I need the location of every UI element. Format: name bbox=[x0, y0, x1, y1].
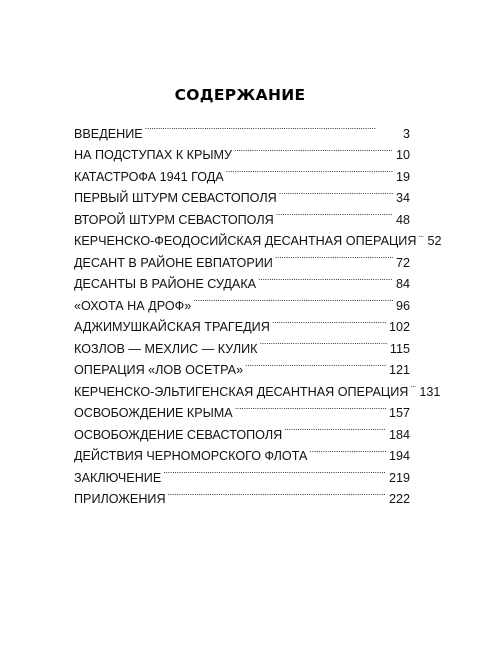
toc-entry-title: ДЕСАНТ В РАЙОНЕ ЕВПАТОРИИ bbox=[74, 255, 273, 270]
dot-leader bbox=[258, 267, 393, 289]
dot-leader bbox=[418, 224, 424, 246]
toc-entry-title: НА ПОДСТУПАХ К КРЫМУ bbox=[74, 148, 233, 162]
toc-entry-title: ОПЕРАЦИЯ «ЛОВ ОСЕТРА» bbox=[74, 363, 244, 377]
toc-entry-page-number: 10 bbox=[395, 148, 410, 162]
toc-entry-title: КЕРЧЕНСКО-ЭЛЬТИГЕНСКАЯ ДЕСАНТНАЯ ОПЕРАЦИЯ bbox=[74, 384, 409, 399]
toc-entry-title: ОСВОБОЖДЕНИЕ СЕВАСТОПОЛЯ bbox=[74, 427, 283, 442]
dot-leader bbox=[193, 288, 393, 310]
toc-entry-title: ВТОРОЙ ШТУРМ СЕВАСТОПОЛЯ bbox=[74, 212, 274, 227]
dot-leader bbox=[275, 245, 393, 267]
toc-entry-page-number: 157 bbox=[388, 406, 410, 420]
toc-entry-page-number: 222 bbox=[388, 492, 410, 506]
dot-leader bbox=[163, 460, 386, 482]
dot-leader bbox=[309, 439, 386, 461]
toc-entry-page-number: 102 bbox=[388, 320, 410, 334]
toc-entry-page-number: 34 bbox=[395, 191, 410, 205]
toc-list bbox=[74, 116, 442, 506]
dot-leader bbox=[234, 138, 393, 160]
toc-entry-title: ПРИЛОЖЕНИЯ bbox=[74, 492, 166, 506]
toc-entry-title: ОСВОБОЖДЕНИЕ КРЫМА bbox=[74, 406, 233, 420]
toc-entry-title: АДЖИМУШКАЙСКАЯ ТРАГЕДИЯ bbox=[74, 320, 270, 334]
toc-entry-page-number: 194 bbox=[388, 449, 410, 463]
toc-entry-title: ВВЕДЕНИЕ bbox=[74, 126, 143, 141]
dot-leader bbox=[410, 374, 416, 396]
toc-entry-title: КАТАСТРОФА 1941 ГОДА bbox=[74, 169, 224, 184]
toc-entry bbox=[74, 116, 410, 141]
dot-leader bbox=[168, 482, 386, 504]
dot-leader bbox=[235, 396, 386, 418]
toc-entry-page-number: 121 bbox=[388, 363, 410, 377]
dot-leader bbox=[260, 331, 387, 353]
toc-entry-page-number: 84 bbox=[395, 277, 410, 291]
toc-entry-page-number: 19 bbox=[395, 169, 410, 184]
page-title: СОДЕРЖАНИЕ bbox=[174, 86, 306, 104]
toc-entry-title: ПЕРВЫЙ ШТУРМ СЕВАСТОПОЛЯ bbox=[74, 191, 277, 205]
toc-entry-title: ДЕСАНТЫ В РАЙОНЕ СУДАКА bbox=[74, 277, 257, 291]
toc-entry-title: ЗАКЛЮЧЕНИЕ bbox=[74, 470, 162, 485]
toc-entry-title: КОЗЛОВ — МЕХЛИС — КУЛИК bbox=[74, 341, 258, 356]
dot-leader bbox=[284, 417, 386, 439]
toc-entry-page-number: 52 bbox=[427, 234, 442, 248]
toc-entry-page-number: 219 bbox=[388, 470, 410, 485]
dot-leader bbox=[226, 159, 393, 181]
toc-entry-title: ДЕЙСТВИЯ ЧЕРНОМОРСКОГО ФЛОТА bbox=[74, 449, 308, 463]
toc-entry-page-number: 115 bbox=[389, 341, 410, 356]
toc-entry-page-number: 3 bbox=[402, 126, 410, 141]
toc-entry-page-number: 48 bbox=[395, 212, 410, 227]
dot-leader bbox=[245, 353, 386, 375]
toc-entry-page-number: 131 bbox=[419, 384, 441, 399]
dot-leader bbox=[272, 310, 386, 332]
toc-entry-page-number: 72 bbox=[395, 255, 410, 270]
toc-entry-title: «ОХОТА НА ДРОФ» bbox=[74, 298, 192, 313]
dot-leader bbox=[145, 116, 400, 138]
dot-leader bbox=[276, 202, 393, 224]
toc-entry-page-number: 96 bbox=[395, 298, 410, 313]
toc-entry-page-number: 184 bbox=[388, 427, 410, 442]
toc-entry-title: КЕРЧЕНСКО-ФЕОДОСИЙСКАЯ ДЕСАНТНАЯ ОПЕРАЦИЯ bbox=[74, 234, 417, 248]
dot-leader bbox=[279, 181, 393, 203]
